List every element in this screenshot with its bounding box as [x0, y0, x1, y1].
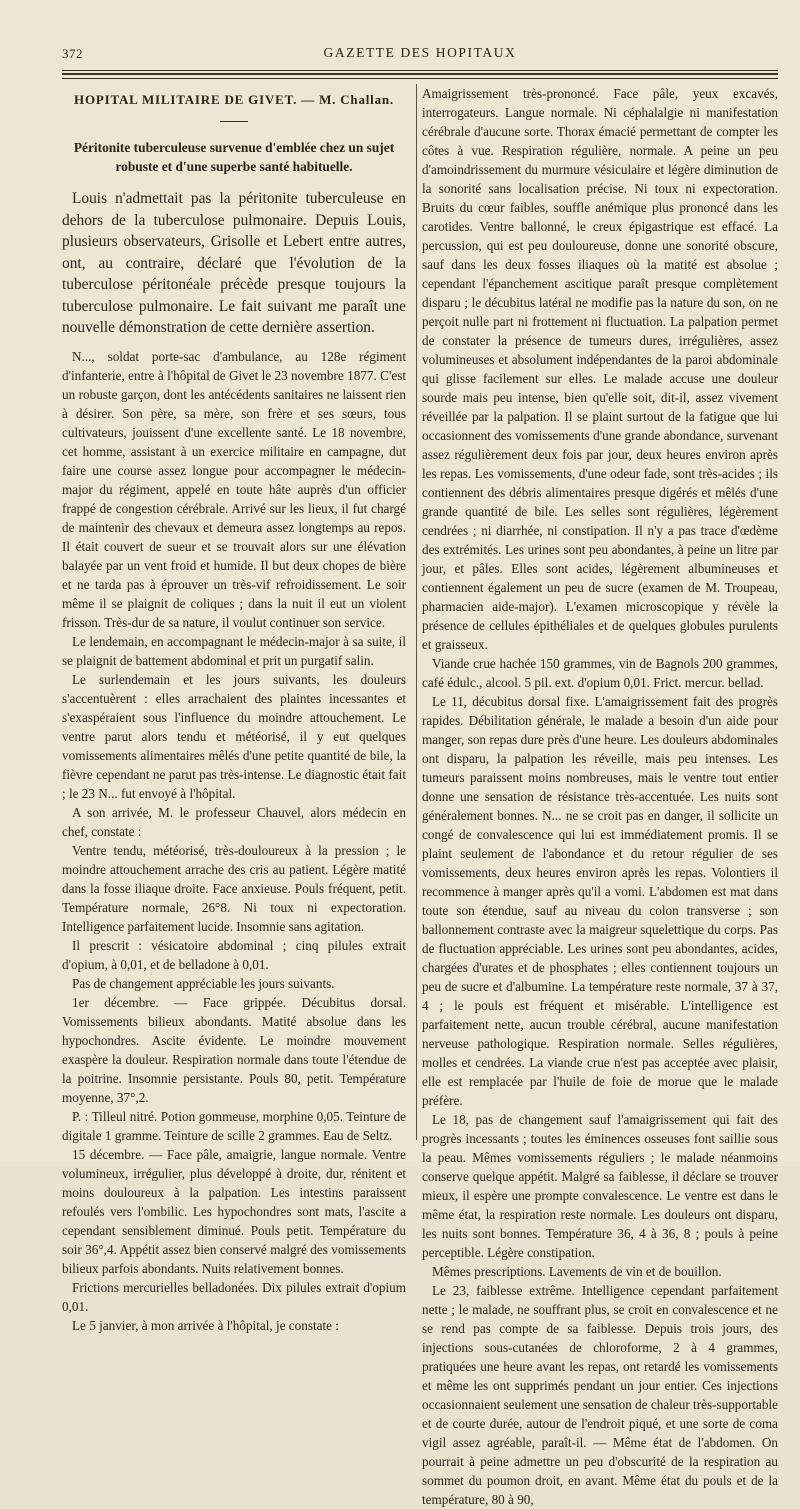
- prescription-paragraph: P. : Tilleul nitré. Potion gommeuse, morphine 0,05. Teinture de digitale 1 gramme. Teinture de scille 2 grammes. Eau de Seltz.: [62, 1108, 406, 1143]
- header-rule-top: [62, 70, 778, 71]
- right-column: [422, 84, 778, 1509]
- page-header: [62, 44, 778, 64]
- prescription-paragraph: Mêmes prescriptions. Lavements de vin et de bouillon.: [432, 1264, 722, 1279]
- prescription-paragraph: Frictions mercurielles belladonées. Dix pilules extrait d'opium 0,01.: [62, 1279, 406, 1314]
- body-paragraph: Le 11, décubitus dorsal fixe. L'amaigrissement fait des progrès rapides. Débilitation générale, le malade a besoin d'un aide pour manger, son repas dure près d'une heure. Les douleurs abdominales ont disparu, la palpation les réveille, mais peu intenses. Les tumeurs paraissent moins nombreuses, mais le ventre tout entier donne une sensation de résistance très-accentuée. Les nuits sont généralement bonnes. N... ne se croit pas en danger, il sollicite un congé de convalescence qui lui est immédiatement promis. Il se plaint seulement de l'abondance et du retour régulier de ses vomissements, deux heures environ après les repas. Volontiers il recommence à manger après qu'il a vomi. L'abdomen est mat dans toute son étendue, sauf au niveau du colon transverse ; son ballonnement contraste avec la maigreur squelettique du corps. Pas de fluctuation appréciable. Les urines sont peu abondantes, acides, chargées d'urates et de phosphates ; elles contiennent toujours un peu de sucre et d'albumine. La température reste normale, 37 à 37, 4 ; le pouls est fréquent et misérable. L'intelligence est parfaitement nette, aucun trouble cérébral, aucune manifestation nerveuse pathologique. Respiration normale. Selles régulières, molles et cendrées. La viande crue n'est pas acceptée avec plaisir, elle est remplacée par l'huile de foie de morue que le malade préfère.: [422, 694, 778, 1108]
- body-paragraph: 1er décembre. — Face grippée. Décubitus dorsal. Vomissements bilieux abondants. Matité absolue dans les hypochondres. Ascite évidente. Le moindre mouvement exaspère la douleur. Respiration normale dans toute l'étendue de la poitrine. Insomnie persistante. Pouls 80, petit. Température moyenne, 37°,2.: [62, 994, 406, 1105]
- header-rule-middle: [62, 73, 778, 75]
- body-paragraph: Le surlendemain et les jours suivants, les douleurs s'accentuèrent : elles arrachaient des plaintes incessantes et s'exaspéraient sous l'influence du moindre attouchement. Le ventre parut alors tendu et météorisé, il y eut quelques vomissements alimentaires mêlés d'une petite quantité de bile, la fièvre cependant ne parut pas très-intense. Le diagnostic était fait ; le 23 N... fut envoyé à l'hôpital.: [62, 671, 406, 801]
- body-paragraph: 15 décembre. — Face pâle, amaigrie, langue normale. Ventre volumineux, irrégulier, plus développé à droite, dur, rénitent et moins douloureux à la palpation. Les intestins paraissent refoulés vers l'ombilic. Les hypochondres sont mats, l'ascite a cependant sensiblement diminué. Pouls petit. Température du soir 36°,4. Appétit assez bien conservé malgré des vomissements bilieux parfois abondants. Nuits relativement bonnes.: [62, 1146, 406, 1276]
- journal-title: GAZETTE DES HOPITAUX: [323, 45, 517, 60]
- body-paragraph: Pas de changement appréciable les jours suivants.: [72, 975, 335, 991]
- body-paragraph: Ventre tendu, météorisé, très-douloureux à la pression ; le moindre attouchement arrache des cris au patient. Légère matité dans la fosse iliaque droite. Face anxieuse. Pouls fréquent, petit. Température normale, 26°8. Ni toux ni expectoration. Intelligence parfaitement lucide. Insomnie sans agitation.: [62, 842, 406, 934]
- article-heading: HOPITAL MILITAIRE DE GIVET. — M. Challan.: [74, 92, 394, 107]
- left-column: [62, 84, 406, 1335]
- body-paragraph: N..., soldat porte-sac d'ambulance, au 128e régiment d'infanterie, entre à l'hôpital de Givet le 23 novembre 1877. C'est un robuste garçon, dont les antécédents sanitaires ne laissent rien à désirer. Son père, sa mère, son frère et ses sœurs, tous cultivateurs, jouissent d'une excellente santé. Le 18 novembre, cet homme, assistant à un exercice militaire en campagne, dut faire une course assez longue pour accompagner le médecin-major du régiment, appelé en toute hâte auprès d'un officier frappé de congestion cérébrale. Arrivé sur les lieux, il fut chargé de maintenir des chevaux et demeura assez longtemps au repos. Il était couvert de sueur et se trouvait alors sur une élévation balayée par un vent froid et humide. Il but deux chopes de bière et ne tarda pas à éprouver un très-vif refroidissement. Le soir même il se plaignit de coliques ; dans la nuit il eut un violent frisson. Très-dur de sa nature, il voulut continuer son service.: [62, 348, 406, 630]
- body-paragraph: Amaigrissement très-prononcé. Face pâle, yeux excavés, interrogateurs. Langue normale. Ni céphalalgie ni manifestation cérébrale d'aucune sorte. Thorax émacié permettant de compter les côtes à vue. Respiration régulière, normale. A peine un peu d'amoindrissement du murmure vésiculaire et légère diminution de la sonorité sans localisation précise. Ni toux ni expectoration. Bruits du cœur faibles, souffle anémique plus prononcé dans les carotides. Ventre ballonné, le creux épigastrique est effacé. La percussion, qui est peu douloureuse, donne une sonorité obscure, sauf dans les deux fosses iliaques où la matité est absolue ; cependant l'épanchement ascitique paraît presque complètement disparu ; le décubitus latéral ne modifie pas la nature du son, on ne perçoit nulle part ni frottement ni fluctuation. La palpation permet de constater la présence de tumeurs dures, irrégulières, assez volumineuses et absolument indépendantes de la paroi abdominale qui glisse facilement sur elles. Le malade accuse une douleur sourde mais peu intense, bien qu'elle soit, dit-il, assez vivement réveillée par la palpation. Il se plaint surtout de la fatigue que lui occasionnent des vomissements d'une grande abondance, survenant assez régulièrement deux fois par jour, deux heures environ après les repas. Les vomissements, d'une odeur fade, sont très-acides ; ils contiennent des débris alimentaires presque digérés et mêlés d'une grande quantité de bile. Les selles sont régulières, légèrement cendrées ; ni diarrhée, ni constipation. Il n'y a pas trace d'œdème des extrémités. Les urines sont peu abondantes, à peine un litre par jour, et pâles. Elles sont acides, légèrement albumineuses et contiennent également un peu de sucre (examen de M. Troupeau, pharmacien aide-major). L'examen microscopique y révèle la présence de cellules épithéliales et de quelques globules purulents et graisseux.: [422, 86, 778, 652]
- body-paragraph: A son arrivée, M. le professeur Chauvel, alors médecin en chef, constate :: [62, 804, 406, 839]
- body-paragraph: Le 18, pas de changement sauf l'amaigrissement qui fait des progrès incessants ; toutes les éminences osseuses font saillie sous la peau. Mêmes vomissements réguliers ; le malade néanmoins conserve quelque appétit. Malgré sa faiblesse, il déclare se trouver mieux, il espère une prompte convalescence. Le ventre est dans le même état, la respiration reste normale. Les douleurs ont disparu, les nuits sont bonnes. Température 36, 4 à 36, 8 ; pouls à peine perceptible. Légère constipation.: [422, 1112, 778, 1260]
- intro-paragraph: Louis n'admettait pas la péritonite tuberculeuse en dehors de la tuberculose pulmonaire. Depuis Louis, plusieurs observateurs, Grisolle et Lebert entre autres, ont, au contraire, déclaré que l'évolution de la tuberculose péritonéale précède presque toujours la tuberculose pulmonaire. Le fait suivant me paraît une nouvelle démonstration de cette dernière assertion.: [62, 190, 406, 336]
- heading-dash: [220, 121, 248, 122]
- prescription-paragraph: Il prescrit : vésicatoire abdominal ; cinq pilules extrait d'opium, à 0,01, et de belladone à 0,01.: [62, 937, 406, 972]
- body-paragraph: Le 23, faiblesse extrême. Intelligence cependant parfaitement nette ; le malade, ne souffrant plus, se croit en convalescence et ne se rend pas compte de sa faiblesse. Depuis trois jours, des injections sous-cutanées de chloroforme, 2 à 4 grammes, pratiquées une heure avant les repas, ont retardé les vomissements et même les ont supprimés pendant un jour entier. Ces injections occasionnaient seulement une sensation de chaleur très-supportable et de courte durée, autour de l'endroit piqué, et une sorte de coma vigil assez agréable, paraît-il. — Même état de l'abdomen. On pourrait à peine admettre un peu d'obscurité de la respiration au sommet du poumon droit, en avant. Même état du pouls et de la température, 80 à 90,: [422, 1283, 778, 1507]
- column-divider: [416, 84, 417, 1140]
- page-number: 372: [62, 46, 83, 61]
- body-paragraph: Le 5 janvier, à mon arrivée à l'hôpital, je constate :: [72, 1317, 339, 1333]
- body-paragraph: Le lendemain, en accompagnant le médecin-major à sa suite, il se plaignit de battement abdominal et prit un purgatif salin.: [62, 633, 406, 668]
- prescription-paragraph: Viande crue hachée 150 grammes, vin de Bagnols 200 grammes, café édulc., alcool. 5 pil. ext. d'opium 0,01. Frict. mercur. bellad.: [422, 656, 778, 690]
- header-rule-bottom: [62, 78, 778, 79]
- article-subtitle: Péritonite tuberculeuse survenue d'emblée chez un sujet robuste et d'une superbe santé habituelle.: [73, 140, 395, 174]
